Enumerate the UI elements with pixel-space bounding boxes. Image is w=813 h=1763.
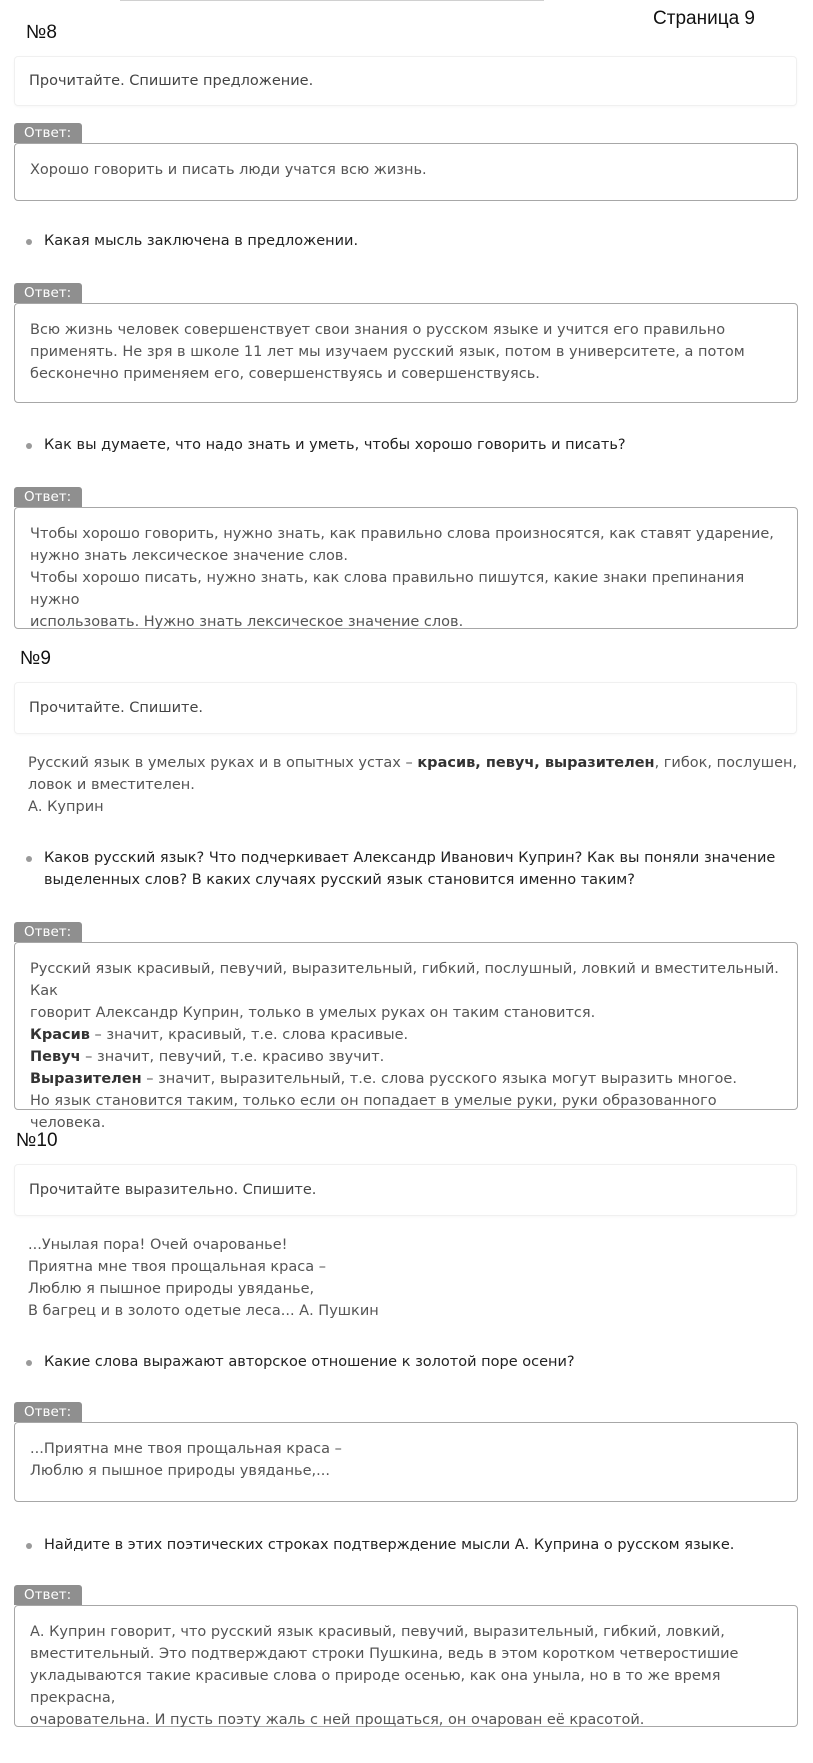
- answer-line: [30, 1046, 782, 1068]
- bold-word: Выразителен: [30, 1071, 142, 1087]
- answer-tag: Ответ:: [14, 1402, 82, 1422]
- answer-tag: Ответ:: [14, 283, 82, 303]
- task-instruction-text: Прочитайте выразительно. Спишите.: [29, 1182, 317, 1198]
- question-8-3: [24, 434, 794, 456]
- answer-box-8-3: [14, 507, 798, 629]
- definition: – значит, красивый, т.е. слова красивые.: [89, 1027, 409, 1043]
- answer-box-9: [14, 942, 798, 1131]
- question-text: Как вы думаете, что надо знать и уметь, чтобы хорошо говорить и писать?: [44, 437, 626, 453]
- poem-line: Приятна мне твоя прощальная краса –: [28, 1259, 326, 1275]
- bold-word: Красив: [30, 1027, 90, 1043]
- bullet-icon: [26, 1543, 32, 1549]
- question-text: Какие слова выражают авторское отношение к золотой поре осени?: [44, 1354, 575, 1370]
- poem-line: Люблю я пышное природы увяданье,: [28, 1281, 315, 1297]
- answer-line: [30, 1068, 782, 1090]
- answer-line: Чтобы хорошо писать, нужно знать, как слова правильно пишутся, какие знаки препинания нужно: [30, 570, 745, 608]
- answer-text: Хорошо говорить и писать люди учатся всю жизнь.: [30, 162, 427, 178]
- quote-line-2: ловок и вместителен.: [28, 777, 195, 793]
- question-9: [24, 847, 794, 891]
- poem-line: ...Унылая пора! Очей очарованье!: [28, 1237, 288, 1253]
- answer-tag: Ответ:: [14, 123, 82, 143]
- quote-part: , гибок, послушен,: [654, 755, 798, 771]
- answer-line: Люблю я пышное природы увяданье,...: [30, 1463, 330, 1479]
- answer-line: укладываются такие красивые слова о природе осенью, как она уныла, но в то же время прекрасна,: [30, 1668, 721, 1706]
- answer-box-10-2: [14, 1605, 798, 1727]
- quote-line-1: [28, 752, 798, 774]
- answer-box-8-1: [14, 143, 798, 201]
- exercise-number-10: №10: [16, 1130, 58, 1151]
- answer-line: нужно знать лексическое значение слов.: [30, 548, 348, 564]
- answer-line: вместительный. Это подтверждают строки Пушкина, ведь в этом коротком четверостишие: [30, 1646, 739, 1662]
- bullet-icon: [26, 856, 32, 862]
- answer-line: А. Куприн говорит, что русский язык красивый, певучий, выразительный, гибкий, ловкий,: [30, 1624, 725, 1640]
- definition: – значит, певучий, т.е. красиво звучит.: [80, 1049, 385, 1065]
- quote-author: А. Куприн: [28, 799, 104, 815]
- question-8-2: [24, 230, 794, 252]
- answer-line: применять. Не зря в школе 11 лет мы изучаем русский язык, потом в университете, а потом: [30, 344, 745, 360]
- poem-text: [28, 1234, 798, 1322]
- definition: – значит, выразительный, т.е. слова русского языка могут выразить многое.: [141, 1071, 737, 1087]
- answer-line: [30, 1024, 782, 1046]
- answer-box-8-2: [14, 303, 798, 403]
- task-instruction-9: [14, 682, 797, 734]
- page-label: Страница 9: [653, 8, 755, 29]
- bold-word: Певуч: [30, 1049, 81, 1065]
- question-text: Найдите в этих поэтических строках подтверждение мысли А. Куприна о русском языке.: [44, 1537, 735, 1553]
- exercise-number-9: №9: [20, 648, 51, 669]
- answer-line: использовать. Нужно знать лексическое значение слов.: [30, 614, 464, 630]
- question-line: выделенных слов? В каких случаях русский язык становится именно таким?: [44, 872, 635, 888]
- answer-line: ...Приятна мне твоя прощальная краса –: [30, 1441, 342, 1457]
- question-10-1: [24, 1351, 794, 1373]
- answer-tag: Ответ:: [14, 1585, 82, 1605]
- answer-line: говорит Александр Куприн, только в умелых руках он таким становится.: [30, 1005, 596, 1021]
- question-10-2: [24, 1534, 794, 1556]
- quote-text-9: [28, 752, 798, 818]
- poem-line: В багрец и в золото одетые леса... А. Пушкин: [28, 1303, 379, 1319]
- answer-line: бесконечно применяем его, совершенствуясь и совершенствуясь.: [30, 366, 540, 382]
- task-instruction-text: Прочитайте. Спишите предложение.: [29, 73, 314, 89]
- bullet-icon: [26, 443, 32, 449]
- answer-line: очаровательна. И пусть поэту жаль с ней прощаться, он очарован её красотой.: [30, 1712, 645, 1728]
- quote-bold-words: красив, певуч, выразителен: [417, 755, 655, 771]
- question-line: Каков русский язык? Что подчеркивает Александр Иванович Куприн? Как вы поняли значение: [44, 850, 776, 866]
- task-instruction-text: Прочитайте. Спишите.: [29, 700, 204, 716]
- exercise-number-8: №8: [26, 22, 57, 43]
- answer-line: Чтобы хорошо говорить, нужно знать, как правильно слова произносятся, как ставят ударение,: [30, 526, 774, 542]
- task-instruction-10: [14, 1164, 797, 1216]
- answer-tag: Ответ:: [14, 487, 82, 507]
- answer-tag: Ответ:: [14, 922, 82, 942]
- answer-box-10-1: [14, 1422, 798, 1502]
- top-divider: [120, 0, 544, 1]
- task-instruction-8: [14, 56, 797, 106]
- bullet-icon: [26, 1360, 32, 1366]
- quote-part: Русский язык в умелых руках и в опытных устах –: [28, 755, 413, 771]
- answer-line: Но язык становится таким, только если он попадает в умелые руки, руки образованного человека.: [30, 1093, 717, 1131]
- answer-line: Всю жизнь человек совершенствует свои знания о русском языке и учится его правильно: [30, 322, 726, 338]
- bullet-icon: [26, 239, 32, 245]
- question-text: Какая мысль заключена в предложении.: [44, 233, 359, 249]
- answer-line: Русский язык красивый, певучий, выразительный, гибкий, послушный, ловкий и вместительный. Как: [30, 961, 779, 999]
